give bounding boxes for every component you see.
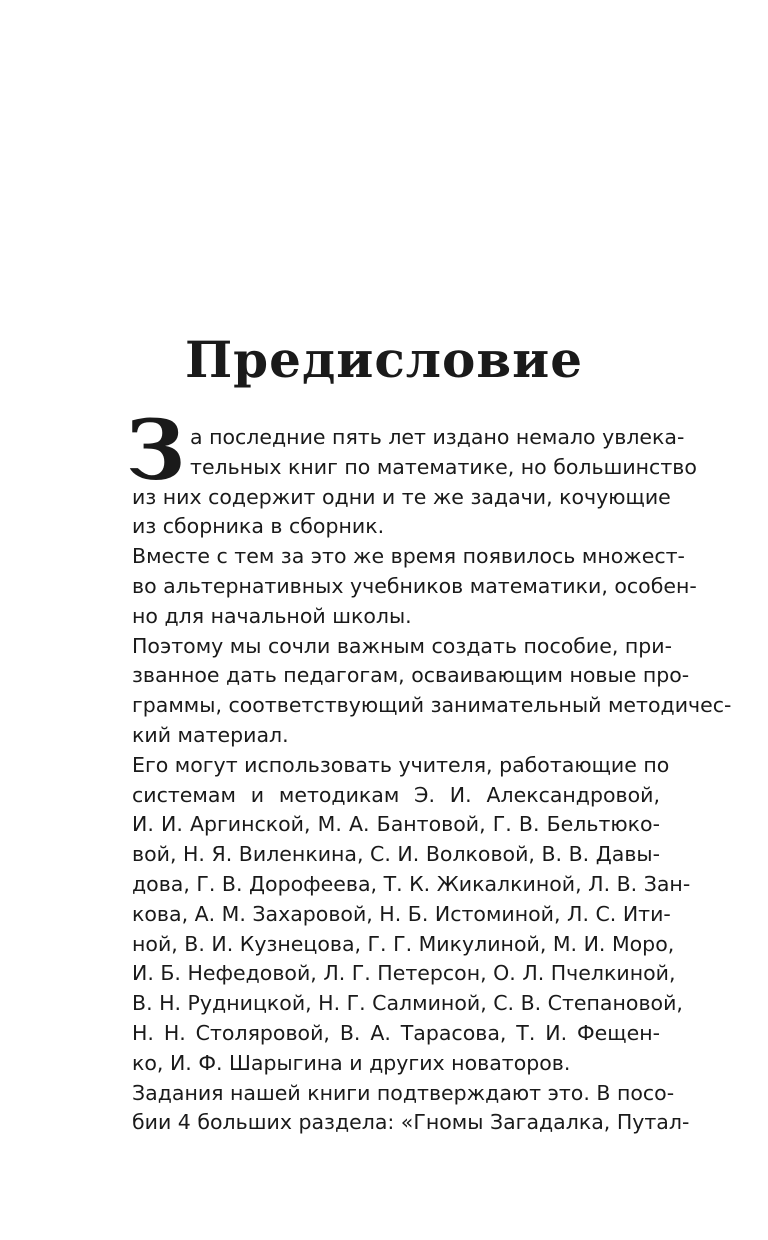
text-line: из сборника в сборник. — [132, 514, 385, 539]
text-line: граммы, соответствующий занимательный методичес- — [132, 693, 732, 718]
text-line: тельных книг по математике, но большинство — [190, 454, 697, 479]
text-line: кий материал. — [132, 722, 289, 747]
text-line: В. Н. Рудницкой, Н. Г. Салминой, С. В. Степановой, — [132, 991, 683, 1016]
text-line: ной, В. И. Кузнецова, Г. Г. Микулиной, М. И. Моро, — [132, 931, 675, 956]
text-line: вой, Н. Я. Виленкина, С. И. Волковой, В. В. Давы- — [132, 842, 660, 867]
text-line: И. И. Аргинской, М. А. Бантовой, Г. В. Бельтюко- — [132, 812, 660, 837]
drop-cap: З — [126, 403, 186, 499]
text-line: званное дать педагогам, осваивающим новые про- — [132, 663, 690, 688]
text-line: Н. Н. Столяровой, В. А. Тарасова, Т. И. Фещен- — [132, 1020, 660, 1045]
text-line: И. Б. Нефедовой, Л. Г. Петерсон, О. Л. Пчелкиной, — [132, 961, 676, 986]
text-line: Вместе с тем за это же время появилось множест- — [132, 544, 685, 569]
text-line: Его могут использовать учителя, работающие по — [132, 752, 670, 777]
page-title: Предисловие — [184, 330, 584, 389]
text-line: Задания нашей книги подтверждают это. В посо- — [132, 1080, 675, 1105]
text-line: бии 4 больших раздела: «Гномы Загадалка, Путал- — [132, 1110, 690, 1135]
text-line: во альтернативных учебников математики, особен- — [132, 573, 697, 598]
body-text — [132, 423, 732, 1138]
text-line: а последние пять лет издано немало увлека- — [190, 425, 685, 449]
text-line: дова, Г. В. Дорофеева, Т. К. Жикалкиной, Л. В. Зан- — [132, 871, 691, 896]
text-line: но для начальной школы. — [132, 603, 412, 628]
text-line: Поэтому мы сочли важным создать пособие, при- — [132, 633, 673, 658]
text-line: кова, А. М. Захаровой, Н. Б. Истоминой, Л. С. Ити- — [132, 901, 671, 926]
text-line: из них содержит одни и те же задачи, кочующие — [132, 484, 671, 509]
text-line: ко, И. Ф. Шарыгина и других новаторов. — [132, 1050, 571, 1075]
text-line: системам и методикам Э. И. Александровой, — [132, 782, 660, 807]
